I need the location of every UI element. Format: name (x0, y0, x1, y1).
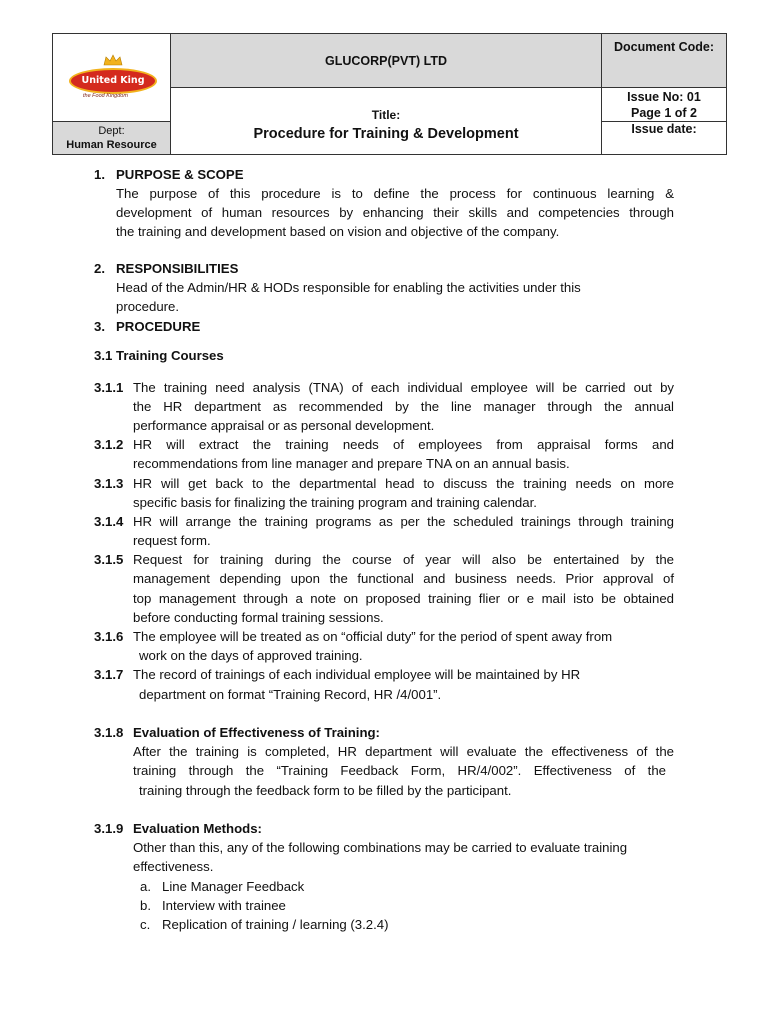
logo-tagline: the Food Kingdom (83, 92, 128, 99)
logo-cell (53, 34, 171, 122)
item-line: After the training is completed, HR department will evaluate the effectiveness of the (133, 744, 674, 759)
issue-number: Issue No: 01 (627, 89, 701, 104)
section-number: 2. (94, 261, 105, 276)
item-line: HR will get back to the departmental head to discuss the training needs on more (133, 476, 674, 491)
item-line: top management through a note on proposed training flier or e mail isto be obtained (133, 591, 674, 606)
issue-cell (602, 88, 727, 122)
paragraph-line: procedure. (116, 299, 180, 314)
item-line: effectiveness. (133, 859, 214, 874)
item-number: 3.1.4 (94, 514, 124, 529)
item-line: HR will extract the training needs of employees from appraisal forms and (133, 437, 674, 452)
paragraph-line: the training and development based on vision and objective of the company. (116, 224, 560, 239)
section-number: 3. (94, 319, 105, 334)
dept-cell (53, 122, 171, 155)
title-cell (171, 88, 602, 155)
item-line: department on format “Training Record, HR /4/001”. (139, 687, 442, 702)
item-line: The employee will be treated as on “official duty” for the period of spent away from (133, 629, 613, 644)
section-heading-procedure: PROCEDURE (116, 319, 201, 334)
crown-icon (103, 54, 123, 66)
item-line: training through the “Training Feedback Form, HR/4/002”. Effectiveness of the (133, 763, 666, 778)
subsection-heading: 3.1 Training Courses (94, 348, 224, 363)
issue-date-label: Issue date: (602, 122, 727, 155)
company-logo (53, 38, 170, 118)
document-code-label: Document Code: (602, 34, 727, 88)
document-title: Procedure for Training & Development (253, 126, 519, 142)
item-line: before conducting formal training sessions. (133, 610, 384, 625)
section-heading-responsibilities: RESPONSIBILITIES (116, 261, 239, 276)
item-line: Request for training during the course of year will also be entertained by the (133, 552, 674, 567)
subsection-heading-effectiveness: Evaluation of Effectiveness of Training: (133, 725, 380, 740)
document-header (52, 33, 727, 155)
item-number: 3.1.1 (94, 380, 124, 395)
section-number: 1. (94, 167, 105, 182)
page-number: Page 1 of 2 (631, 105, 697, 120)
section-heading-purpose: PURPOSE & SCOPE (116, 167, 244, 182)
list-item: Replication of training / learning (3.2.4) (162, 917, 389, 932)
item-line: performance appraisal or as personal development. (133, 418, 435, 433)
subsection-heading-methods: Evaluation Methods: (133, 821, 262, 836)
paragraph-line: development of human resources by enhancing their skills and competencies through (116, 205, 674, 220)
company-name: GLUCORP(PVT) LTD (171, 34, 602, 88)
item-number: 3.1.7 (94, 667, 124, 682)
item-number: 3.1.3 (94, 476, 124, 491)
list-marker: a. (140, 879, 151, 894)
item-number: 3.1.8 (94, 725, 124, 740)
item-number: 3.1.5 (94, 552, 124, 567)
item-line: management depending upon the functional and business needs. Prior approval of (133, 571, 674, 586)
list-item: Interview with trainee (162, 898, 286, 913)
logo-text: United King (69, 68, 157, 94)
item-number: 3.1.2 (94, 437, 124, 452)
item-line: training through the feedback form to be filled by the participant. (139, 783, 512, 798)
item-number: 3.1.6 (94, 629, 124, 644)
title-label: Title: (371, 108, 401, 122)
item-line: The record of trainings of each individual employee will be maintained by HR (133, 667, 581, 682)
paragraph-line: The purpose of this procedure is to define the process for continuous learning & (116, 186, 674, 201)
item-line: work on the days of approved training. (139, 648, 363, 663)
item-line: Other than this, any of the following combinations may be carried to evaluate training (133, 840, 628, 855)
item-line: The training need analysis (TNA) of each individual employee will be carried out by (133, 380, 674, 395)
item-line: the HR department as recommended by the line manager through the annual (133, 399, 674, 414)
list-marker: c. (140, 917, 151, 932)
dept-value: Human Resource (66, 139, 157, 151)
item-line: HR will arrange the training programs as per the scheduled trainings through training (133, 514, 674, 529)
list-item: Line Manager Feedback (162, 879, 305, 894)
item-line: specific basis for finalizing the training program and training calendar. (133, 495, 537, 510)
item-line: recommendations from line manager and prepare TNA on an annual basis. (133, 456, 570, 471)
dept-label: Dept: (98, 125, 125, 137)
item-line: request form. (133, 533, 211, 548)
item-number: 3.1.9 (94, 821, 124, 836)
paragraph-line: Head of the Admin/HR & HODs responsible for enabling the activities under this (116, 280, 581, 295)
list-marker: b. (140, 898, 151, 913)
